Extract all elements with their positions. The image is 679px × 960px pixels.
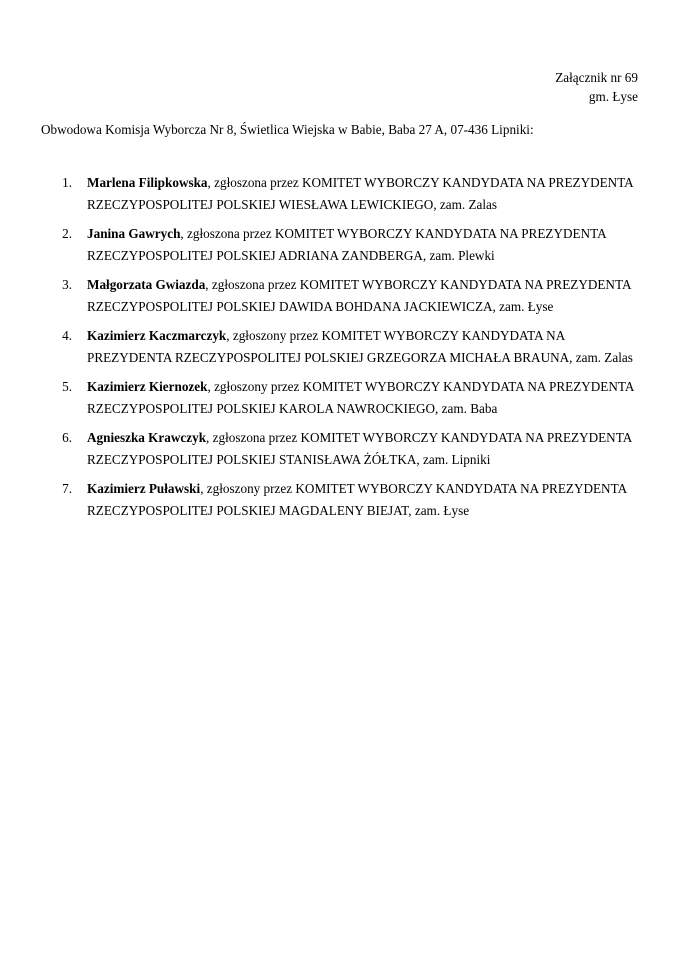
- commission-intro-line: Obwodowa Komisja Wyborcza Nr 8, Świetlica Wiejska w Babie, Baba 27 A, 07-436 Lipniki:: [41, 122, 534, 137]
- list-item: [41, 427, 641, 471]
- member-details: , zgłoszony przez KOMITET WYBORCZY KANDYDATA NA PREZYDENTA RZECZYPOSPOLITEJ POLSKIEJ KAROLA NAWROCKIEGO, zam. Baba: [87, 379, 634, 416]
- attachment-label: Załącznik nr 69: [555, 70, 638, 85]
- list-item-number: 3.: [62, 277, 72, 292]
- member-name: Kazimierz Kiernozek: [87, 379, 208, 394]
- list-item: [41, 223, 641, 267]
- list-item-number: 6.: [62, 430, 72, 445]
- list-item-number: 7.: [62, 481, 72, 496]
- member-name: Marlena Filipkowska: [87, 175, 208, 190]
- member-details: , zgłoszona przez KOMITET WYBORCZY KANDYDATA NA PREZYDENTA RZECZYPOSPOLITEJ POLSKIEJ WIESŁAWA LEWICKIEGO, zam. Zalas: [87, 175, 633, 212]
- municipality-label: gm. Łyse: [588, 89, 638, 104]
- member-list: [41, 172, 641, 522]
- member-details: , zgłoszony przez KOMITET WYBORCZY KANDYDATA NA PREZYDENTA RZECZYPOSPOLITEJ POLSKIEJ GRZEGORZA MICHAŁA BRAUNA, zam. Zalas: [87, 328, 633, 365]
- list-item: [41, 274, 641, 318]
- list-item: [41, 376, 641, 420]
- document-header: [0, 68, 638, 106]
- list-item-number: 1.: [62, 175, 72, 190]
- member-name: Kazimierz Puławski: [87, 481, 201, 496]
- member-name: Kazimierz Kaczmarczyk: [87, 328, 227, 343]
- list-item: [41, 172, 641, 216]
- list-item-number: 4.: [62, 328, 72, 343]
- list-item: [41, 478, 641, 522]
- list-item-number: 2.: [62, 226, 72, 241]
- member-details: , zgłoszony przez KOMITET WYBORCZY KANDYDATA NA PREZYDENTA RZECZYPOSPOLITEJ POLSKIEJ MAGDALENY BIEJAT, zam. Łyse: [87, 481, 627, 518]
- member-details: , zgłoszona przez KOMITET WYBORCZY KANDYDATA NA PREZYDENTA RZECZYPOSPOLITEJ POLSKIEJ STANISŁAWA ŻÓŁTKA, zam. Lipniki: [87, 430, 632, 467]
- list-item: [41, 325, 641, 369]
- member-name: Małgorzata Gwiazda: [87, 277, 206, 292]
- member-details: , zgłoszona przez KOMITET WYBORCZY KANDYDATA NA PREZYDENTA RZECZYPOSPOLITEJ POLSKIEJ DAWIDA BOHDANA JACKIEWICZA, zam. Łyse: [87, 277, 631, 314]
- member-name: Agnieszka Krawczyk: [87, 430, 207, 445]
- member-name: Janina Gawrych: [87, 226, 181, 241]
- member-details: , zgłoszona przez KOMITET WYBORCZY KANDYDATA NA PREZYDENTA RZECZYPOSPOLITEJ POLSKIEJ ADRIANA ZANDBERGA, zam. Plewki: [87, 226, 606, 263]
- list-item-number: 5.: [62, 379, 72, 394]
